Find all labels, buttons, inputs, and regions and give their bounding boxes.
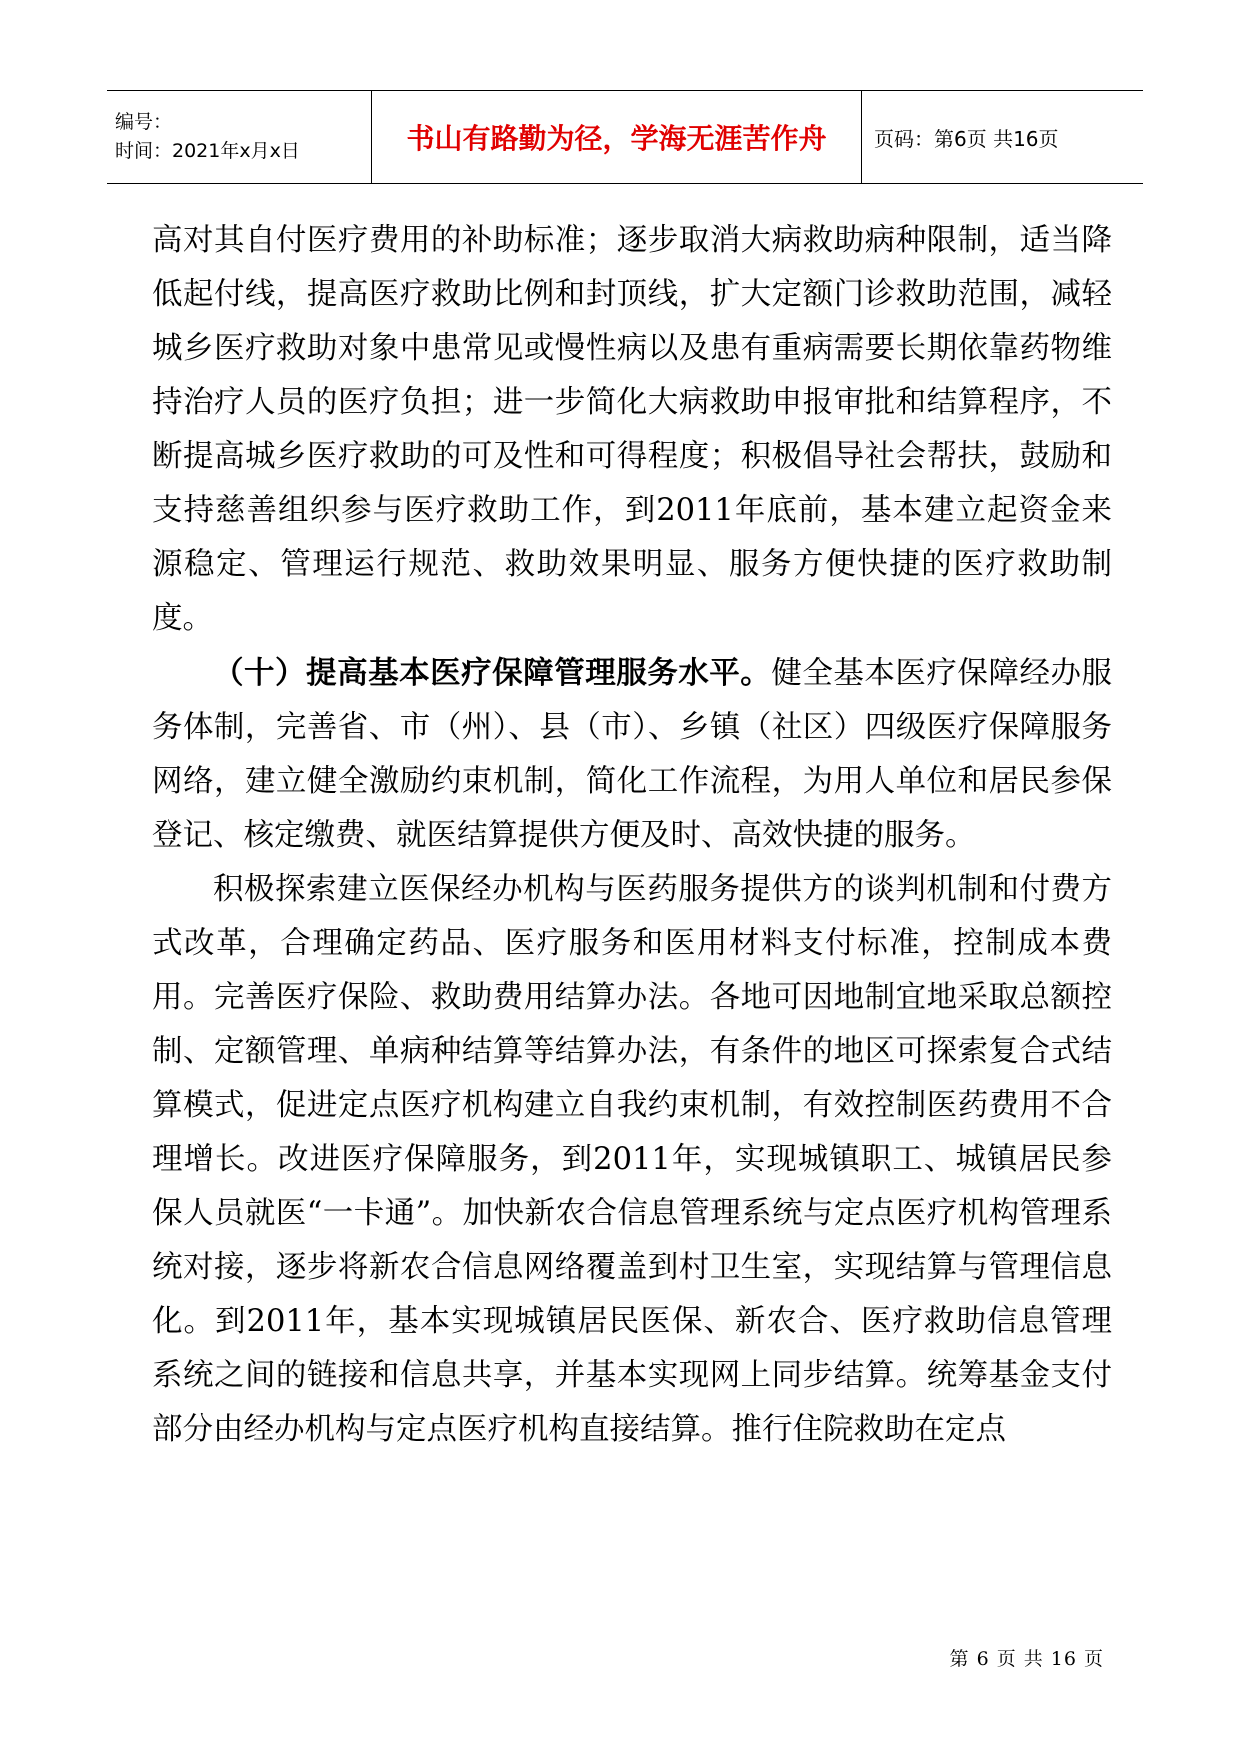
paragraph-3: 积极探索建立医保经办机构与医药服务提供方的谈判机制和付费方式改革，合理确定药品、医疗服务和医用材料支付标准，控制成本费用。完善医疗保险、救助费用结算办法。各地可因地制宜地采取总额控制、定额管理、单病种结算等结算办法，有条件的地区可探索复合式结算模式，促进定点医疗机构建立自我约束机制，有效控制医药费用不合理增长。改进医疗保障服务，到2011年，实现城镇职工、城镇居民参保人员就医“一卡通”。加快新农合信息管理系统与定点医疗机构管理系统对接，逐步将新农合信息网络覆盖到村卫生室，实现结算与管理信息化。到2011年，基本实现城镇居民医保、新农合、医疗救助信息管理系统之间的链接和信息共享，并基本实现网上同步结算。统筹基金支付部分由经办机构与定点医疗机构直接结算。推行住院救助在定点 bbox=[152, 872, 1112, 1447]
motto-text: 书山有路勤为径，学海无涯苦作舟 bbox=[406, 122, 827, 155]
page-header bbox=[107, 90, 1143, 184]
paragraph-1: 高对其自付医疗费用的补助标准；逐步取消大病救助病种限制，适当降低起付线，提高医疗救助比例和封顶线，扩大定额门诊救助范围，减轻城乡医疗救助对象中患常见或慢性病以及患有重病需要长期依靠药物维持治疗人员的医疗负担；进一步简化大病救助申报审批和结算程序，不断提高城乡医疗救助的可及性和可得程度；积极倡导社会帮扶，鼓励和支持慈善组织参与医疗救助工作，到2011年底前，基本建立起资金来源稳定、管理运行规范、救助效果明显、服务方便快捷的医疗救助制度。 bbox=[152, 223, 1112, 636]
page-footer bbox=[950, 1644, 1104, 1671]
paragraph-2 bbox=[152, 646, 1112, 863]
document-date: 时间：2021年x月x日 bbox=[115, 140, 300, 162]
document-body bbox=[152, 214, 1112, 1457]
header-meta bbox=[107, 91, 372, 183]
header-motto bbox=[372, 91, 862, 183]
paragraph-2-body: 健全基本医疗保障经办服务体制，完善省、市（州）、县（市）、乡镇（社区）四级医疗保障服务网络，建立健全激励约束机制，简化工作流程，为用人单位和居民参保登记、核定缴费、就医结算提供方便及时、高效快捷的服务。 bbox=[152, 656, 1113, 853]
section-heading: （十）提高基本医疗保障管理服务水平。 bbox=[213, 655, 772, 691]
header-page-code bbox=[862, 91, 1143, 183]
document-number-label: 编号： bbox=[115, 111, 173, 133]
footer-page-number: 第 6 页 共 16 页 bbox=[949, 1648, 1104, 1670]
page-code-text: 页码：第6页 共16页 bbox=[874, 126, 1059, 151]
